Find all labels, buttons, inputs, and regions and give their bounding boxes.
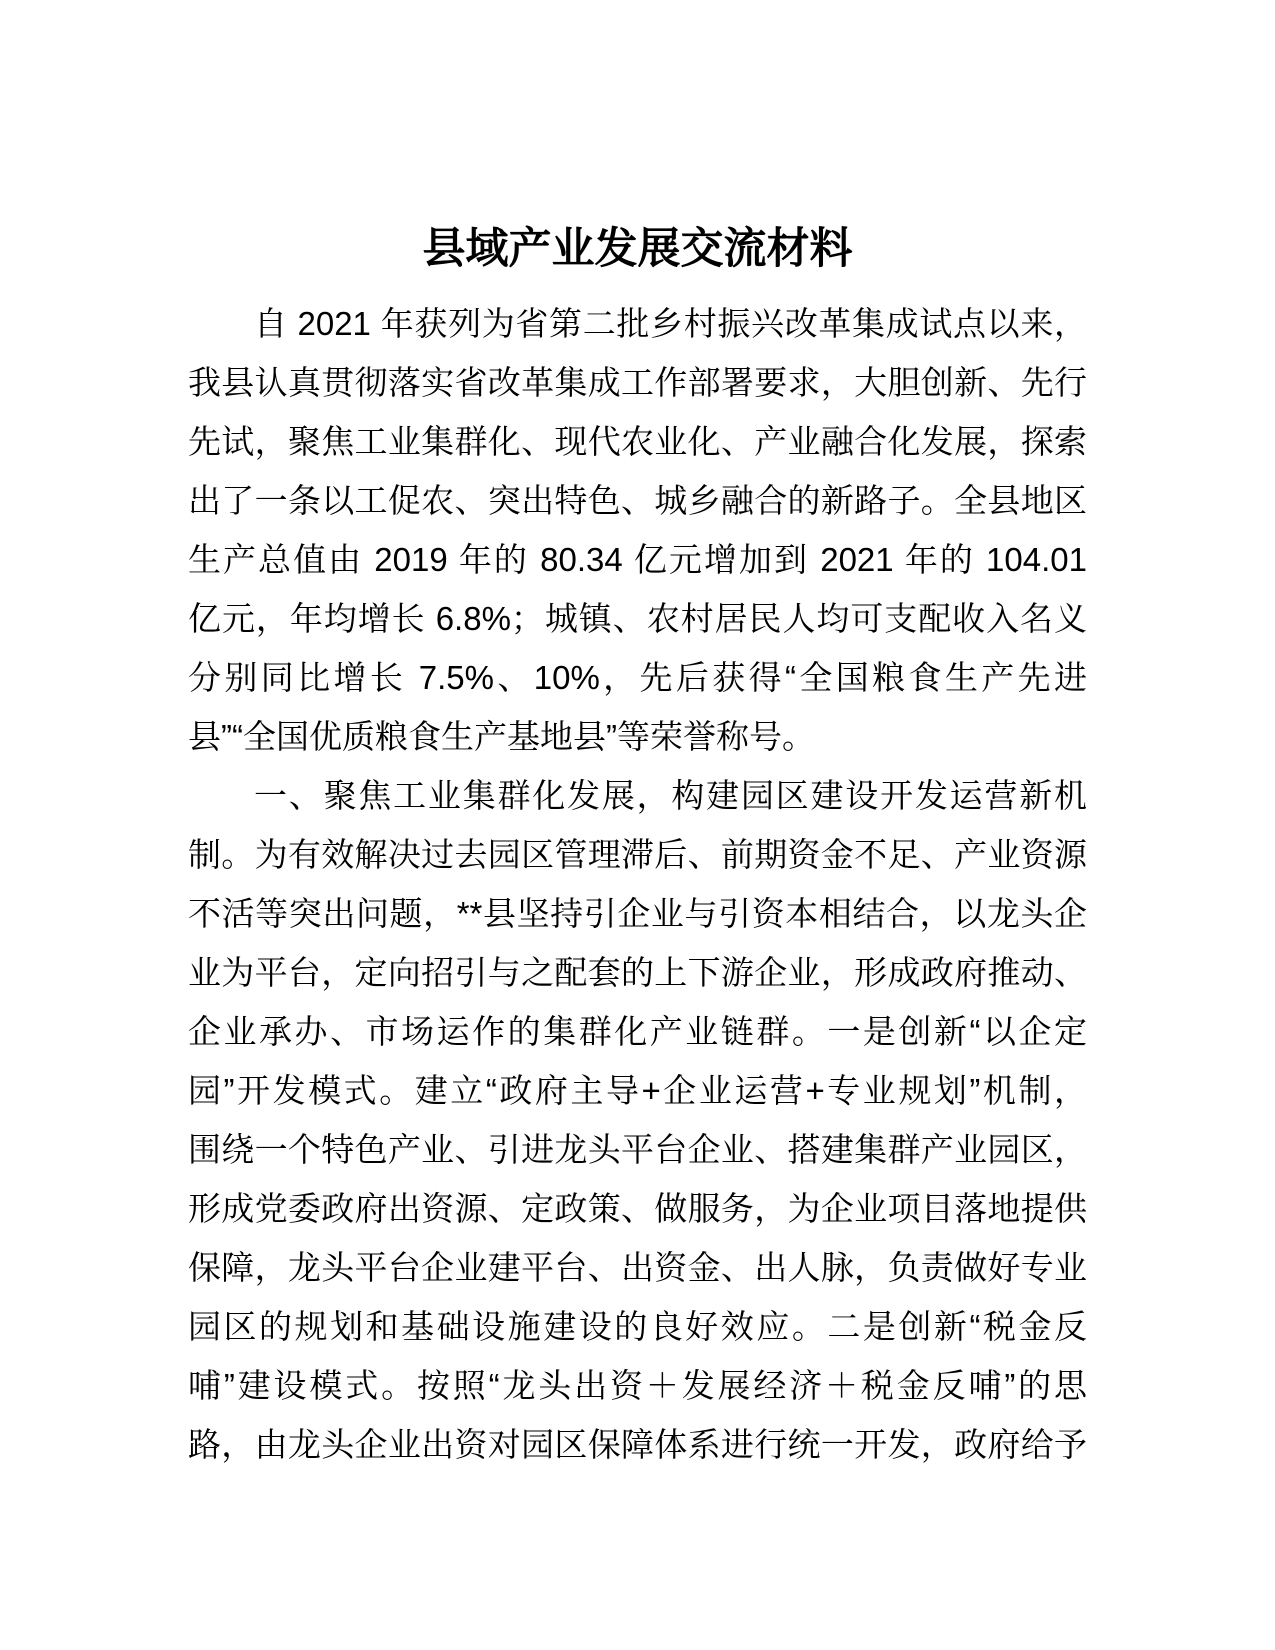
text-line: 亿元，年均增长 6.8%；城镇、农村居民人均可支配收入名义 [188, 600, 1087, 637]
text-line: 自 2021 年获列为省第二批乡村振兴改革集成试点以来， [254, 305, 1087, 342]
text-line: 保障，龙头平台企业建平台、出资金、出人脉，负责做好专业 [188, 1249, 1087, 1286]
text-line: 企业承办、市场运作的集群化产业链群。一是创新“以企定 [188, 1013, 1087, 1050]
text-line: 出了一条以工促农、突出特色、城乡融合的新路子。全县地区 [188, 482, 1087, 519]
text-line: 路，由龙头企业出资对园区保障体系进行统一开发，政府给予 [188, 1426, 1087, 1463]
text-line: 园区的规划和基础设施建设的良好效应。二是创新“税金反 [188, 1308, 1087, 1345]
text-line: 哺”建设模式。按照“龙头出资＋发展经济＋税金反哺”的思 [188, 1367, 1087, 1404]
text-line: 县”“全国优质粮食生产基地县”等荣誉称号。 [188, 718, 815, 755]
text-line: 先试，聚焦工业集群化、现代农业化、产业融合化发展，探索 [188, 423, 1087, 460]
text-line: 分别同比增长 7.5%、10%，先后获得“全国粮食生产先进 [188, 659, 1087, 696]
text-line: 不活等突出问题，**县坚持引企业与引资本相结合，以龙头企 [188, 895, 1087, 932]
text-line: 园”开发模式。建立“政府主导+企业运营+专业规划”机制， [188, 1072, 1087, 1109]
text-line: 一、聚焦工业集群化发展，构建园区建设开发运营新机 [254, 777, 1087, 814]
text-line: 制。为有效解决过去园区管理滞后、前期资金不足、产业资源 [188, 836, 1087, 873]
text-line: 业为平台，定向招引与之配套的上下游企业，形成政府推动、 [188, 954, 1087, 991]
paragraph-section-1 [188, 766, 1087, 1474]
document-title: 县域产业发展交流材料 [422, 225, 853, 273]
text-line: 生产总值由 2019 年的 80.34 亿元增加到 2021 年的 104.01 [188, 541, 1087, 578]
text-line: 我县认真贯彻落实省改革集成工作部署要求，大胆创新、先行 [188, 364, 1087, 401]
text-line: 围绕一个特色产业、引进龙头平台企业、搭建集群产业园区， [188, 1131, 1087, 1168]
paragraph-intro [188, 294, 1087, 766]
text-line: 形成党委政府出资源、定政策、做服务，为企业项目落地提供 [188, 1190, 1087, 1227]
